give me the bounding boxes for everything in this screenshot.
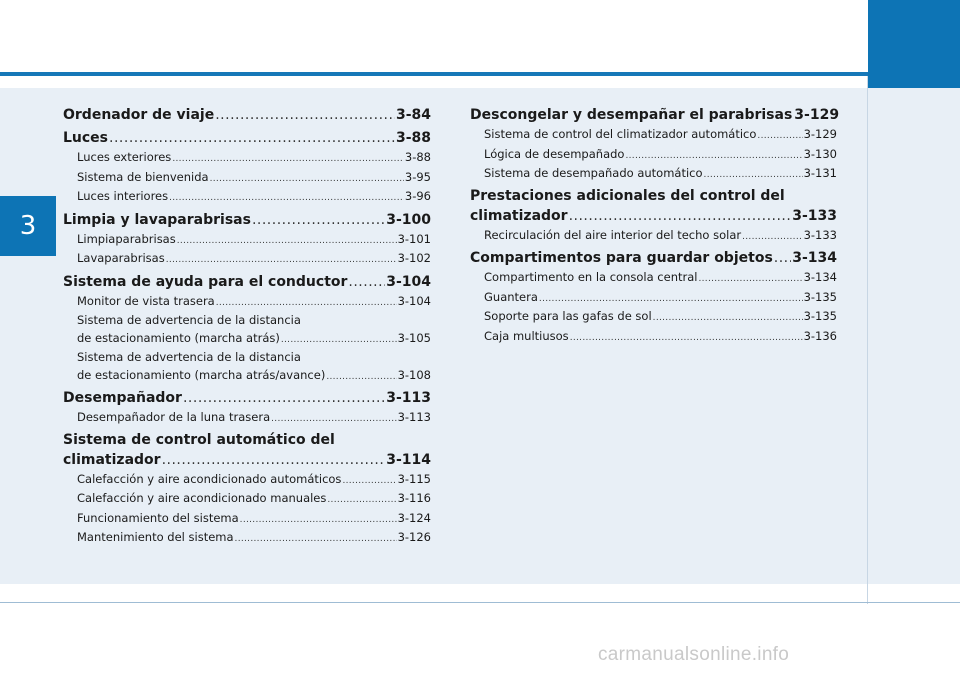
dot-leader: [169, 190, 404, 208]
toc-entry-title: Descongelar y desempañar el parabrisas: [470, 107, 793, 123]
footer-rule: [0, 602, 960, 603]
toc-subentry[interactable]: [63, 169, 431, 189]
dot-leader: [570, 330, 803, 348]
dot-leader: [109, 128, 395, 149]
toc-subentry[interactable]: [470, 227, 837, 247]
toc-entry-title: Lógica de desempañado: [484, 146, 625, 161]
toc-subentry[interactable]: [470, 328, 837, 348]
toc-entry-title: Sistema de desempañado automático: [484, 166, 703, 180]
toc-page-number: 3-124: [397, 510, 431, 525]
column-divider: [867, 76, 868, 604]
dot-leader: [704, 167, 803, 185]
toc-subentry[interactable]: [470, 126, 837, 146]
dot-leader: [653, 310, 803, 328]
toc-subentry[interactable]: [63, 529, 431, 549]
toc-page-number: 3-134: [803, 270, 837, 284]
toc-right-column: [470, 103, 840, 347]
toc-entry-title: Sistema de ayuda para el conductor: [63, 273, 348, 290]
dot-leader: [177, 233, 397, 251]
dot-leader: [252, 210, 385, 231]
toc-page-number: 3-133: [792, 207, 837, 224]
dot-leader: [235, 531, 397, 549]
dot-leader: [698, 271, 802, 289]
toc-entry-title: Limpia y lavaparabrisas: [63, 211, 251, 228]
toc-entry-title: Sistema de control del climatizador automático: [484, 127, 757, 141]
dot-leader: [625, 148, 802, 166]
toc-left-column: [63, 103, 431, 549]
toc-page-number: 3-95: [404, 169, 431, 184]
toc-page-number: 3-136: [803, 328, 837, 343]
toc-page-number: 3-102: [397, 251, 431, 265]
toc-page-number: 3-113: [397, 410, 431, 424]
toc-entry-title: Limpiaparabrisas: [77, 231, 176, 246]
toc-subentry-line[interactable]: Sistema de advertencia de la distancia: [77, 350, 301, 364]
toc-entry-title: Guantera: [484, 289, 538, 304]
toc-entry-title: Compartimentos para guardar objetos: [470, 250, 773, 266]
toc-heading-entry[interactable]: [63, 272, 431, 293]
toc-subentry[interactable]: [63, 409, 431, 429]
toc-page-number: 3-135: [803, 289, 837, 304]
dot-leader: [240, 512, 397, 530]
toc-subentry[interactable]: [470, 308, 837, 328]
toc-page-number: 3-96: [404, 189, 431, 203]
toc-page-number: 3-130: [803, 146, 837, 161]
toc-subentry[interactable]: [63, 490, 431, 510]
toc-heading-entry[interactable]: [63, 450, 431, 471]
toc-entry-title: Calefacción y aire acondicionado automáticos: [77, 471, 342, 486]
dot-leader: [326, 369, 396, 387]
side-strip: [868, 88, 960, 584]
toc-subentry[interactable]: [63, 510, 431, 530]
dot-leader: [281, 332, 397, 350]
toc-subentry-line[interactable]: Sistema de advertencia de la distancia: [77, 313, 301, 327]
toc-page-number: 3-113: [386, 390, 431, 406]
toc-heading-entry[interactable]: [63, 210, 431, 231]
dot-leader: [757, 128, 802, 146]
header-rule: [0, 72, 960, 76]
toc-subentry[interactable]: [470, 289, 837, 309]
dot-leader: [215, 105, 395, 126]
page-header: [0, 0, 960, 72]
toc-heading-line[interactable]: Sistema de control automático del: [63, 431, 335, 448]
dot-leader: [271, 411, 396, 429]
dot-leader: [348, 272, 385, 293]
dot-leader: [166, 252, 397, 270]
toc-entry-title: Lavaparabrisas: [77, 251, 165, 265]
toc-page-number: 3-135: [803, 309, 837, 323]
toc-entry-title: Compartimento en la consola central: [484, 270, 698, 284]
toc-subentry[interactable]: [63, 250, 431, 270]
toc-page-number: 3-84: [395, 107, 431, 123]
toc-heading-entry[interactable]: [470, 206, 837, 227]
toc-heading-entry[interactable]: [63, 388, 431, 409]
dot-leader: [569, 206, 792, 227]
toc-subentry[interactable]: [63, 367, 431, 387]
toc-entry-title: de estacionamiento (marcha atrás/avance): [77, 367, 326, 382]
toc-heading-entry[interactable]: [470, 248, 837, 269]
toc-page-number: 3-133: [803, 227, 837, 242]
toc-page-number: 3-100: [386, 211, 431, 228]
toc-subentry[interactable]: [63, 293, 431, 313]
toc-entry-title: Luces exteriores: [77, 150, 172, 164]
dot-leader: [742, 229, 802, 247]
toc-entry-title: climatizador: [63, 451, 161, 468]
toc-page-number: 3-114: [386, 451, 431, 468]
toc-entry-title: Luces: [63, 130, 109, 146]
toc-subentry[interactable]: [63, 231, 431, 251]
toc-entry-title: climatizador: [470, 207, 568, 224]
toc-page-number: 3-131: [803, 166, 837, 180]
toc-subentry[interactable]: [63, 188, 431, 208]
toc-subentry[interactable]: [63, 330, 431, 350]
toc-entry-title: Ordenador de viaje: [63, 107, 215, 123]
toc-subentry[interactable]: [470, 146, 837, 166]
toc-page-number: 3-129: [803, 127, 837, 141]
toc-page-number: 3-116: [397, 491, 431, 505]
toc-entry-title: Calefacción y aire acondicionado manuales: [77, 491, 327, 505]
toc-entry-title: Recirculación del aire interior del techo solar: [484, 227, 742, 242]
toc-page-number: 3-101: [397, 231, 431, 246]
toc-heading-entry[interactable]: [63, 105, 431, 126]
toc-page-number: 3-126: [397, 530, 431, 544]
chapter-tab[interactable]: 3: [0, 196, 56, 256]
dot-leader: [539, 291, 803, 309]
toc-entry-title: Mantenimiento del sistema: [77, 530, 234, 544]
toc-page-number: 3-88: [404, 150, 431, 164]
dot-leader: [342, 473, 396, 491]
toc-entry-title: Luces interiores: [77, 189, 169, 203]
dot-leader: [774, 248, 791, 269]
dot-leader: [210, 171, 404, 189]
section-marker-block: [868, 0, 960, 88]
toc-entry-title: Funcionamiento del sistema: [77, 510, 239, 525]
toc-page-number: 3-104: [386, 273, 431, 290]
toc-subentry[interactable]: [470, 165, 837, 185]
dot-leader: [216, 295, 397, 313]
toc-page-number: 3-88: [395, 130, 431, 146]
toc-entry-title: de estacionamiento (marcha atrás): [77, 330, 280, 345]
dot-leader: [327, 492, 396, 510]
toc-page-number: 3-105: [397, 330, 431, 345]
toc-heading-line[interactable]: Prestaciones adicionales del control del: [470, 187, 785, 204]
toc-entry-title: Desempañador: [63, 390, 182, 406]
dot-leader: [162, 450, 386, 471]
toc-page-number: 3-108: [397, 367, 431, 382]
toc-heading-entry[interactable]: [63, 128, 431, 149]
toc-subentry[interactable]: [63, 149, 431, 169]
dot-leader: [183, 388, 385, 409]
dot-leader: [172, 151, 404, 169]
toc-page-number: 3-129: [794, 107, 840, 123]
toc-page-number: 3-134: [792, 250, 837, 266]
toc-entry-title: Sistema de bienvenida: [77, 169, 209, 184]
toc-entry-title: Monitor de vista trasera: [77, 293, 215, 308]
toc-page-number: 3-115: [397, 471, 431, 486]
toc-subentry[interactable]: [470, 269, 837, 289]
toc-page-number: 3-104: [397, 293, 431, 308]
toc-subentry[interactable]: [63, 471, 431, 491]
toc-entry-title: Desempañador de la luna trasera: [77, 410, 271, 424]
watermark: carmanualsonline.info: [598, 644, 790, 665]
toc-entry-title: Caja multiusos: [484, 328, 569, 343]
toc-entry-title: Soporte para las gafas de sol: [484, 309, 652, 323]
toc-heading-entry[interactable]: [470, 105, 840, 126]
